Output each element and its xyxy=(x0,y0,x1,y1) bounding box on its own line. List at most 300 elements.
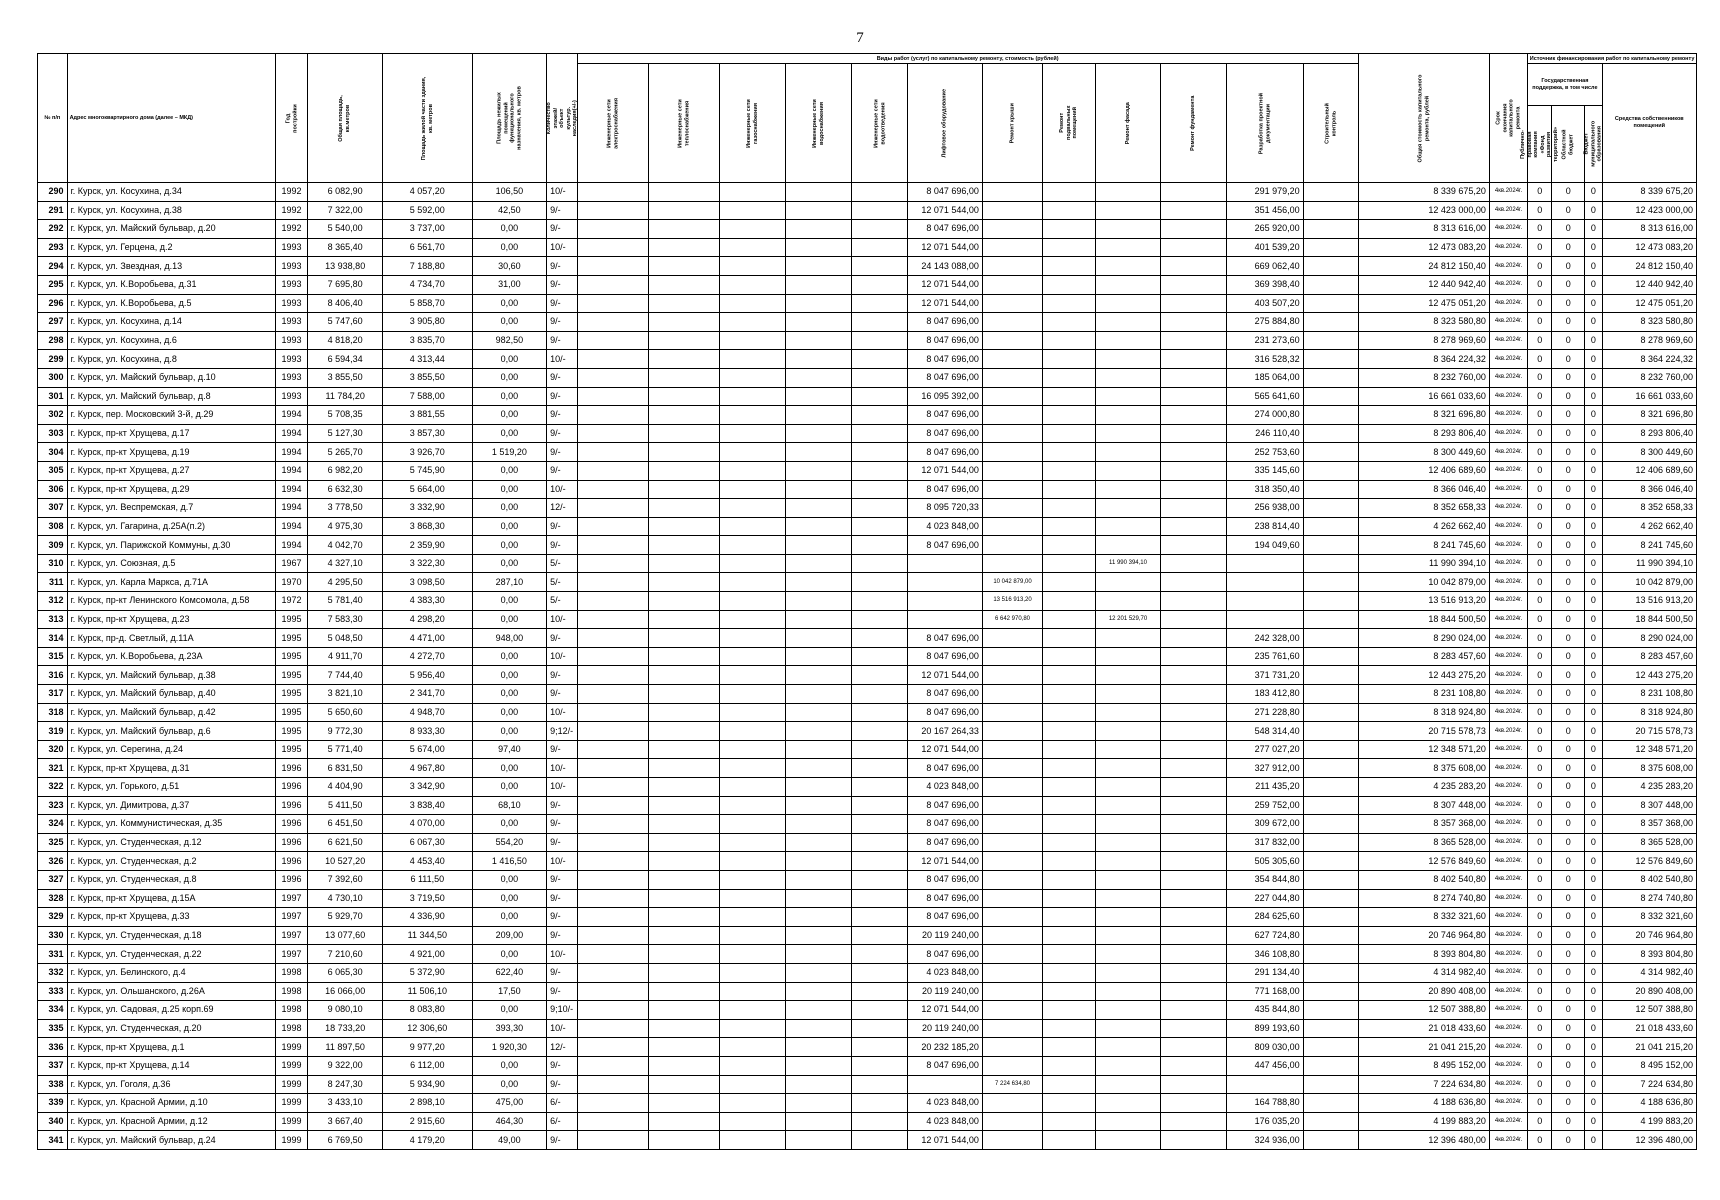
cell-nonliving-area: 0,00 xyxy=(472,1075,546,1094)
cell-year: 1996 xyxy=(275,778,308,797)
cell-w-drain xyxy=(851,368,908,387)
cell-w-water xyxy=(785,220,851,239)
cell-address: г. Курск, пр-кт Хрущева, д.27 xyxy=(67,461,275,480)
cell-w-gas xyxy=(720,220,786,239)
cell-w-gas xyxy=(720,796,786,815)
table-row xyxy=(38,945,1697,964)
cell-f-fund: 0 xyxy=(1528,275,1552,294)
cell-num: 340 xyxy=(38,1112,68,1131)
cell-w-roof xyxy=(982,926,1042,945)
cell-w-drain xyxy=(851,963,908,982)
cell-num: 318 xyxy=(38,703,68,722)
cell-deadline: 4кв.2024г. xyxy=(1489,1075,1527,1094)
cell-w-gas xyxy=(720,889,786,908)
cell-w-foundation xyxy=(1161,740,1227,759)
cell-f-owners: 10 042 879,00 xyxy=(1602,573,1696,592)
cell-deadline: 4кв.2024г. xyxy=(1489,1038,1527,1057)
cell-w-water xyxy=(785,1094,851,1113)
table-header xyxy=(38,54,1697,183)
cell-w-elec xyxy=(577,796,648,815)
cell-w-drain xyxy=(851,1038,908,1057)
cell-deadline: 4кв.2024г. xyxy=(1489,889,1527,908)
header-f-fund: Публично-правовая компания «Фонд развития территорий» xyxy=(1528,106,1552,183)
cell-f-owners: 8 307 448,00 xyxy=(1602,796,1696,815)
cell-total-area: 8 406,40 xyxy=(308,294,382,313)
cell-year: 1994 xyxy=(275,536,308,555)
cell-w-facade: 12 201 529,70 xyxy=(1095,610,1161,629)
cell-w-foundation xyxy=(1161,1075,1227,1094)
cell-f-region: 0 xyxy=(1552,945,1585,964)
cell-floors: 9/- xyxy=(547,815,578,834)
cell-w-elec xyxy=(577,908,648,927)
cell-w-control xyxy=(1303,870,1358,889)
cell-f-region: 0 xyxy=(1552,313,1585,332)
cell-total-area: 5 265,70 xyxy=(308,443,382,462)
cell-year: 1970 xyxy=(275,573,308,592)
cell-w-control xyxy=(1303,238,1358,257)
cell-w-roof xyxy=(982,183,1042,202)
cell-w-elec xyxy=(577,1038,648,1057)
cell-address: г. Курск, ул. Красной Армии, д.12 xyxy=(67,1112,275,1131)
cell-f-owners: 8 313 616,00 xyxy=(1602,220,1696,239)
cell-w-water xyxy=(785,517,851,536)
cell-w-elec xyxy=(577,629,648,648)
cell-year: 1994 xyxy=(275,406,308,425)
cell-total-area: 7 695,80 xyxy=(308,275,382,294)
header-w-basement: Ремонт подвальных помещений xyxy=(1043,64,1096,183)
cell-w-lift: 8 047 696,00 xyxy=(908,443,982,462)
cell-w-gas xyxy=(720,852,786,871)
cell-w-water xyxy=(785,666,851,685)
cell-w-design: 309 672,00 xyxy=(1227,815,1304,834)
cell-floors: 10/- xyxy=(547,852,578,871)
cell-w-gas xyxy=(720,833,786,852)
cell-total-cost: 8 241 745,60 xyxy=(1358,536,1489,555)
table-row xyxy=(38,536,1697,555)
cell-total-area: 4 042,70 xyxy=(308,536,382,555)
cell-living-area: 3 881,55 xyxy=(382,406,472,425)
cell-w-drain xyxy=(851,796,908,815)
cell-w-foundation xyxy=(1161,629,1227,648)
cell-num: 297 xyxy=(38,313,68,332)
cell-total-area: 9 772,30 xyxy=(308,722,382,741)
cell-w-basement xyxy=(1043,406,1096,425)
cell-floors: 9/- xyxy=(547,294,578,313)
cell-w-facade xyxy=(1095,1075,1161,1094)
cell-total-cost: 8 313 616,00 xyxy=(1358,220,1489,239)
cell-w-gas xyxy=(720,1019,786,1038)
cell-w-gas xyxy=(720,778,786,797)
cell-w-facade xyxy=(1095,759,1161,778)
header-nonliving-area: Площадь нежилых помещений функционального назначения, кв. метров xyxy=(472,54,546,183)
cell-total-area: 5 781,40 xyxy=(308,592,382,611)
cell-address: г. Курск, ул. Гагарина, д.25А(п.2) xyxy=(67,517,275,536)
cell-w-roof xyxy=(982,740,1042,759)
cell-w-gas xyxy=(720,629,786,648)
cell-living-area: 3 857,30 xyxy=(382,424,472,443)
cell-f-region: 0 xyxy=(1552,1019,1585,1038)
cell-total-area: 6 769,50 xyxy=(308,1131,382,1150)
cell-f-region: 0 xyxy=(1552,480,1585,499)
cell-year: 1993 xyxy=(275,238,308,257)
cell-num: 298 xyxy=(38,331,68,350)
cell-year: 1996 xyxy=(275,796,308,815)
cell-w-gas xyxy=(720,368,786,387)
cell-w-control xyxy=(1303,703,1358,722)
cell-w-foundation xyxy=(1161,1094,1227,1113)
cell-living-area: 3 838,40 xyxy=(382,796,472,815)
cell-year: 1997 xyxy=(275,889,308,908)
cell-w-design: 505 305,60 xyxy=(1227,852,1304,871)
cell-total-cost: 20 890 408,00 xyxy=(1358,982,1489,1001)
cell-floors: 10/- xyxy=(547,759,578,778)
cell-w-heat xyxy=(648,480,719,499)
cell-deadline: 4кв.2024г. xyxy=(1489,220,1527,239)
cell-w-design: 265 920,00 xyxy=(1227,220,1304,239)
cell-total-area: 7 392,60 xyxy=(308,870,382,889)
cell-w-facade xyxy=(1095,350,1161,369)
cell-deadline: 4кв.2024г. xyxy=(1489,945,1527,964)
cell-f-region: 0 xyxy=(1552,536,1585,555)
header-funding-group: Источник финансирования работ по капитальному ремонту xyxy=(1528,54,1697,64)
cell-total-cost: 11 990 394,10 xyxy=(1358,554,1489,573)
cell-f-region: 0 xyxy=(1552,406,1585,425)
cell-nonliving-area: 622,40 xyxy=(472,963,546,982)
cell-w-foundation xyxy=(1161,926,1227,945)
cell-deadline: 4кв.2024г. xyxy=(1489,573,1527,592)
cell-floors: 10/- xyxy=(547,703,578,722)
cell-floors: 10/- xyxy=(547,238,578,257)
cell-deadline: 4кв.2024г. xyxy=(1489,406,1527,425)
cell-w-control xyxy=(1303,833,1358,852)
cell-w-water xyxy=(785,815,851,834)
cell-num: 307 xyxy=(38,499,68,518)
cell-num: 299 xyxy=(38,350,68,369)
cell-w-roof xyxy=(982,833,1042,852)
cell-w-elec xyxy=(577,926,648,945)
cell-year: 1972 xyxy=(275,592,308,611)
cell-f-owners: 21 041 215,20 xyxy=(1602,1038,1696,1057)
cell-w-drain xyxy=(851,1112,908,1131)
cell-f-fund: 0 xyxy=(1528,629,1552,648)
cell-f-municipal: 0 xyxy=(1585,554,1603,573)
cell-w-foundation xyxy=(1161,536,1227,555)
table-row xyxy=(38,294,1697,313)
cell-w-heat xyxy=(648,592,719,611)
cell-f-fund: 0 xyxy=(1528,796,1552,815)
cell-total-cost: 12 443 275,20 xyxy=(1358,666,1489,685)
cell-w-lift: 24 143 088,00 xyxy=(908,257,982,276)
cell-floors: 5/- xyxy=(547,592,578,611)
cell-f-owners: 8 274 740,80 xyxy=(1602,889,1696,908)
cell-w-design: 176 035,20 xyxy=(1227,1112,1304,1131)
cell-w-lift: 12 071 544,00 xyxy=(908,1131,982,1150)
cell-living-area: 2 915,60 xyxy=(382,1112,472,1131)
cell-total-cost: 8 357 368,00 xyxy=(1358,815,1489,834)
cell-w-lift: 20 119 240,00 xyxy=(908,982,982,1001)
cell-f-region: 0 xyxy=(1552,852,1585,871)
cell-w-design: 435 844,80 xyxy=(1227,1001,1304,1020)
header-w-gas: Инженерные сети газоснабжения xyxy=(720,64,786,183)
cell-w-lift: 4 023 848,00 xyxy=(908,1094,982,1113)
cell-address: г. Курск, ул. Парижской Коммуны, д.30 xyxy=(67,536,275,555)
cell-f-fund: 0 xyxy=(1528,908,1552,927)
cell-w-basement xyxy=(1043,703,1096,722)
cell-total-cost: 12 396 480,00 xyxy=(1358,1131,1489,1150)
table-row xyxy=(38,406,1697,425)
cell-living-area: 3 868,30 xyxy=(382,517,472,536)
cell-w-lift: 8 047 696,00 xyxy=(908,480,982,499)
cell-f-municipal: 0 xyxy=(1585,183,1603,202)
cell-w-basement xyxy=(1043,368,1096,387)
cell-address: г. Курск, ул. Косухина, д.8 xyxy=(67,350,275,369)
cell-w-basement xyxy=(1043,461,1096,480)
table-row xyxy=(38,313,1697,332)
cell-w-gas xyxy=(720,424,786,443)
cell-living-area: 5 674,00 xyxy=(382,740,472,759)
cell-f-municipal: 0 xyxy=(1585,424,1603,443)
cell-w-roof xyxy=(982,368,1042,387)
cell-floors: 12/- xyxy=(547,499,578,518)
cell-floors: 9/- xyxy=(547,461,578,480)
cell-w-lift: 4 023 848,00 xyxy=(908,778,982,797)
cell-f-region: 0 xyxy=(1552,220,1585,239)
cell-w-control xyxy=(1303,499,1358,518)
cell-w-elec xyxy=(577,722,648,741)
cell-year: 1993 xyxy=(275,331,308,350)
cell-floors: 9/- xyxy=(547,740,578,759)
cell-total-area: 6 621,50 xyxy=(308,833,382,852)
cell-w-control xyxy=(1303,257,1358,276)
cell-w-elec xyxy=(577,833,648,852)
cell-total-cost: 12 507 388,80 xyxy=(1358,1001,1489,1020)
cell-f-municipal: 0 xyxy=(1585,703,1603,722)
cell-w-gas xyxy=(720,1131,786,1150)
cell-deadline: 4кв.2024г. xyxy=(1489,963,1527,982)
cell-f-municipal: 0 xyxy=(1585,573,1603,592)
cell-f-owners: 8 495 152,00 xyxy=(1602,1056,1696,1075)
cell-f-fund: 0 xyxy=(1528,443,1552,462)
cell-f-municipal: 0 xyxy=(1585,852,1603,871)
cell-w-control xyxy=(1303,759,1358,778)
cell-f-fund: 0 xyxy=(1528,480,1552,499)
cell-living-area: 6 067,30 xyxy=(382,833,472,852)
cell-w-elec xyxy=(577,610,648,629)
cell-w-drain xyxy=(851,685,908,704)
cell-w-gas xyxy=(720,815,786,834)
cell-num: 327 xyxy=(38,870,68,889)
cell-f-municipal: 0 xyxy=(1585,1056,1603,1075)
cell-w-gas xyxy=(720,387,786,406)
cell-w-heat xyxy=(648,313,719,332)
cell-num: 311 xyxy=(38,573,68,592)
cell-w-heat xyxy=(648,815,719,834)
cell-living-area: 4 313,44 xyxy=(382,350,472,369)
cell-w-heat xyxy=(648,1019,719,1038)
cell-num: 301 xyxy=(38,387,68,406)
cell-living-area: 3 342,90 xyxy=(382,778,472,797)
cell-num: 337 xyxy=(38,1056,68,1075)
cell-num: 326 xyxy=(38,852,68,871)
cell-floors: 9/- xyxy=(547,406,578,425)
cell-w-lift: 20 119 240,00 xyxy=(908,1019,982,1038)
cell-nonliving-area: 287,10 xyxy=(472,573,546,592)
cell-deadline: 4кв.2024г. xyxy=(1489,610,1527,629)
cell-floors: 12/- xyxy=(547,1038,578,1057)
cell-year: 1993 xyxy=(275,387,308,406)
cell-f-owners: 8 332 321,60 xyxy=(1602,908,1696,927)
cell-total-cost: 10 042 879,00 xyxy=(1358,573,1489,592)
cell-year: 1998 xyxy=(275,963,308,982)
cell-w-basement xyxy=(1043,1094,1096,1113)
cell-w-water xyxy=(785,870,851,889)
cell-w-heat xyxy=(648,536,719,555)
cell-f-region: 0 xyxy=(1552,331,1585,350)
cell-total-cost: 16 661 033,60 xyxy=(1358,387,1489,406)
cell-f-fund: 0 xyxy=(1528,1075,1552,1094)
cell-address: г. Курск, пр-кт Хрущева, д.29 xyxy=(67,480,275,499)
cell-year: 1999 xyxy=(275,1094,308,1113)
cell-w-basement xyxy=(1043,778,1096,797)
cell-f-owners: 12 423 000,00 xyxy=(1602,201,1696,220)
cell-total-area: 5 771,40 xyxy=(308,740,382,759)
cell-living-area: 7 188,80 xyxy=(382,257,472,276)
cell-f-municipal: 0 xyxy=(1585,220,1603,239)
cell-w-foundation xyxy=(1161,499,1227,518)
cell-w-water xyxy=(785,387,851,406)
cell-w-elec xyxy=(577,740,648,759)
cell-w-elec xyxy=(577,778,648,797)
cell-f-owners: 8 241 745,60 xyxy=(1602,536,1696,555)
cell-deadline: 4кв.2024г. xyxy=(1489,313,1527,332)
cell-f-municipal: 0 xyxy=(1585,926,1603,945)
cell-f-municipal: 0 xyxy=(1585,870,1603,889)
cell-year: 1999 xyxy=(275,1075,308,1094)
cell-deadline: 4кв.2024г. xyxy=(1489,275,1527,294)
cell-w-control xyxy=(1303,275,1358,294)
cell-w-elec xyxy=(577,275,648,294)
cell-w-heat xyxy=(648,275,719,294)
cell-w-roof xyxy=(982,480,1042,499)
cell-w-roof xyxy=(982,722,1042,741)
cell-floors: 9/- xyxy=(547,424,578,443)
cell-year: 1998 xyxy=(275,1019,308,1038)
cell-deadline: 4кв.2024г. xyxy=(1489,1131,1527,1150)
cell-w-basement xyxy=(1043,889,1096,908)
cell-num: 291 xyxy=(38,201,68,220)
cell-f-fund: 0 xyxy=(1528,1131,1552,1150)
cell-total-area: 5 048,50 xyxy=(308,629,382,648)
cell-nonliving-area: 0,00 xyxy=(472,424,546,443)
cell-f-region: 0 xyxy=(1552,275,1585,294)
cell-w-water xyxy=(785,722,851,741)
cell-address: г. Курск, пр-кт Хрущева, д.14 xyxy=(67,1056,275,1075)
cell-w-water xyxy=(785,740,851,759)
cell-f-municipal: 0 xyxy=(1585,963,1603,982)
cell-w-foundation xyxy=(1161,796,1227,815)
header-w-roof: Ремонт крыши xyxy=(982,64,1042,183)
cell-num: 313 xyxy=(38,610,68,629)
cell-nonliving-area: 0,00 xyxy=(472,499,546,518)
cell-f-municipal: 0 xyxy=(1585,313,1603,332)
cell-f-municipal: 0 xyxy=(1585,350,1603,369)
cell-address: г. Курск, ул. Косухина, д.34 xyxy=(67,183,275,202)
cell-w-gas xyxy=(720,1001,786,1020)
cell-living-area: 4 948,70 xyxy=(382,703,472,722)
cell-w-lift: 8 047 696,00 xyxy=(908,703,982,722)
cell-w-foundation xyxy=(1161,461,1227,480)
cell-f-municipal: 0 xyxy=(1585,1038,1603,1057)
cell-total-area: 13 077,60 xyxy=(308,926,382,945)
cell-year: 1994 xyxy=(275,480,308,499)
cell-f-owners: 21 018 433,60 xyxy=(1602,1019,1696,1038)
cell-year: 1994 xyxy=(275,517,308,536)
cell-address: г. Курск, ул. Серегина, д.24 xyxy=(67,740,275,759)
cell-f-owners: 7 224 634,80 xyxy=(1602,1075,1696,1094)
cell-f-region: 0 xyxy=(1552,1038,1585,1057)
cell-f-owners: 8 352 658,33 xyxy=(1602,499,1696,518)
cell-deadline: 4кв.2024г. xyxy=(1489,778,1527,797)
cell-f-fund: 0 xyxy=(1528,610,1552,629)
cell-address: г. Курск, пер. Московский 3-й, д.29 xyxy=(67,406,275,425)
table-row xyxy=(38,722,1697,741)
cell-w-basement xyxy=(1043,387,1096,406)
cell-living-area: 5 372,90 xyxy=(382,963,472,982)
cell-w-roof xyxy=(982,461,1042,480)
cell-w-foundation xyxy=(1161,722,1227,741)
cell-address: г. Курск, пр-кт Хрущева, д.23 xyxy=(67,610,275,629)
cell-w-basement xyxy=(1043,740,1096,759)
cell-w-foundation xyxy=(1161,1019,1227,1038)
cell-w-foundation xyxy=(1161,759,1227,778)
cell-f-owners: 12 473 083,20 xyxy=(1602,238,1696,257)
table-row xyxy=(38,573,1697,592)
cell-total-cost: 8 332 321,60 xyxy=(1358,908,1489,927)
cell-w-design: 447 456,00 xyxy=(1227,1056,1304,1075)
cell-w-heat xyxy=(648,740,719,759)
cell-year: 1994 xyxy=(275,424,308,443)
cell-year: 1995 xyxy=(275,610,308,629)
cell-f-region: 0 xyxy=(1552,926,1585,945)
cell-w-heat xyxy=(648,908,719,927)
cell-w-elec xyxy=(577,238,648,257)
cell-w-roof xyxy=(982,963,1042,982)
cell-w-drain xyxy=(851,275,908,294)
cell-address: г. Курск, ул. Садовая, д.25 корп.69 xyxy=(67,1001,275,1020)
cell-f-owners: 8 283 457,60 xyxy=(1602,647,1696,666)
cell-f-fund: 0 xyxy=(1528,647,1552,666)
cell-w-design: 335 145,60 xyxy=(1227,461,1304,480)
cell-deadline: 4кв.2024г. xyxy=(1489,870,1527,889)
cell-f-fund: 0 xyxy=(1528,666,1552,685)
cell-total-cost: 24 812 150,40 xyxy=(1358,257,1489,276)
cell-w-control xyxy=(1303,536,1358,555)
cell-w-water xyxy=(785,554,851,573)
cell-w-foundation xyxy=(1161,1038,1227,1057)
table-row xyxy=(38,443,1697,462)
cell-total-cost: 8 375 608,00 xyxy=(1358,759,1489,778)
cell-f-fund: 0 xyxy=(1528,833,1552,852)
table-row xyxy=(38,220,1697,239)
cell-nonliving-area: 0,00 xyxy=(472,592,546,611)
table-row xyxy=(38,1112,1697,1131)
cell-f-region: 0 xyxy=(1552,870,1585,889)
cell-w-design: 235 761,60 xyxy=(1227,647,1304,666)
cell-f-region: 0 xyxy=(1552,350,1585,369)
cell-w-roof: 7 224 634,80 xyxy=(982,1075,1042,1094)
cell-w-facade xyxy=(1095,275,1161,294)
cell-w-heat xyxy=(648,1056,719,1075)
